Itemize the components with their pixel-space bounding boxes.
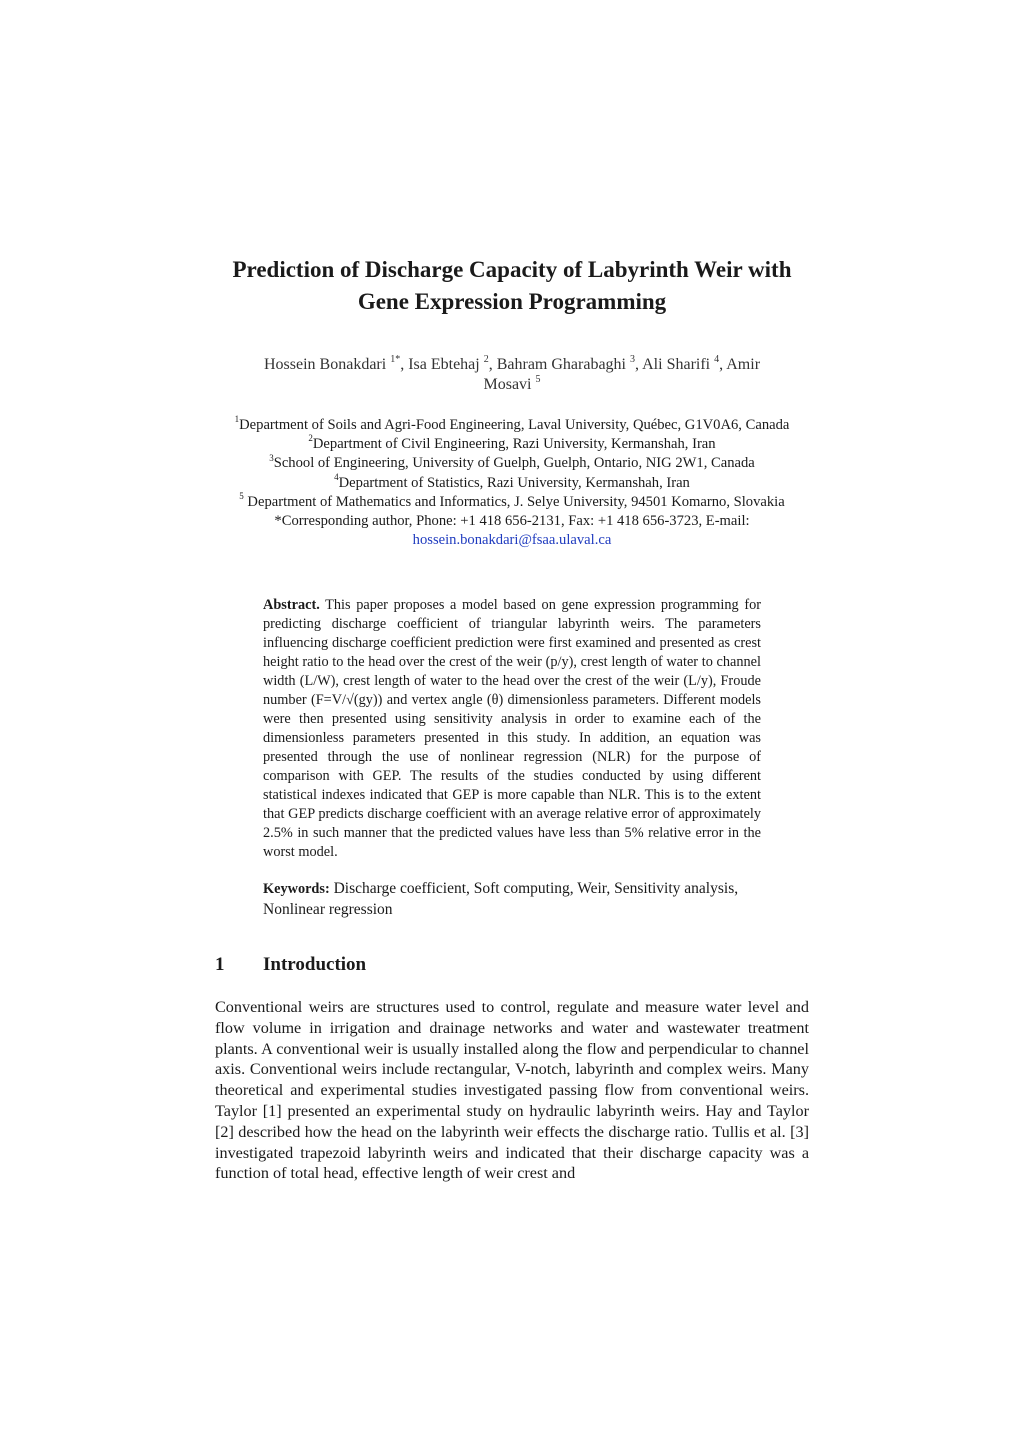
author-name: Isa Ebtehaj (408, 356, 484, 373)
author-separator: , (488, 356, 497, 373)
affiliation-mark: 3 (269, 452, 274, 463)
introduction-paragraph: Conventional weirs are structures used to control, regulate and measure water level and flow volume in irrigation and drainage networks and water and wastewater treatment plants. A conventional weir is usually installed along the flow and perpendicular to channel axis. Conventional weirs include rectangular, V-notch, labyrinth and complex weirs. Many theoretical and experimental studies investigated passing flow from conventional weirs. Taylor [1] presented an experimental study on hydraulic labyrinth weirs. Hay and Taylor [2] described how the head on the labyrinth weir effects the discharge ratio. Tullis et al. [3] investigated trapezoid labyrinth weirs and indicated that their discharge capacity was a function of total head, effective length of weir crest and (215, 998, 809, 1183)
affiliation-text: Department of Civil Engineering, Razi University, Kermanshah, Iran (312, 436, 716, 453)
keywords-text: Discharge coefficient, Soft computing, Weir, Sensitivity analysis, Nonlinear regression (263, 880, 739, 918)
keywords-block (263, 879, 761, 920)
author-separator: , Amir (719, 356, 761, 373)
author-list (180, 355, 844, 395)
affiliation-item (150, 471, 874, 493)
affiliation-text: Department of Soils and Agri-Food Engineering, Laval University, Québec, G1V0A6, Canada (239, 417, 790, 433)
abstract-label: Abstract. (263, 597, 320, 613)
affiliation-mark: 4 (334, 471, 339, 482)
affiliation-item (150, 454, 874, 473)
title-line-2: Gene Expression Programming (357, 289, 667, 314)
corresponding-author-note: *Corresponding author, Phone: +1 418 656-2131, Fax: +1 418 656-3723, E-mail: (274, 513, 750, 530)
author-name: Ali Sharifi (642, 356, 715, 373)
author-name: Bahram Gharabaghi (496, 356, 630, 373)
abstract-paragraph (263, 596, 761, 862)
author-separator: , (635, 356, 643, 373)
affiliation-item (150, 416, 874, 435)
section-number: 1 (215, 954, 225, 975)
author-line-1 (180, 355, 844, 375)
affiliation-item (150, 490, 874, 512)
corresponding-email-link[interactable]: hossein.bonakdari@fsaa.ulaval.ca (412, 532, 612, 549)
author-separator: , (400, 356, 409, 373)
section-title: Introduction (263, 954, 367, 975)
author-affil-mark: 3 (630, 353, 635, 365)
keywords-label: Keywords: (263, 881, 330, 897)
affiliation-list (150, 416, 874, 550)
paper-title (200, 254, 824, 318)
affiliation-item (150, 435, 874, 454)
author-line-2 (180, 375, 844, 395)
affiliation-mark: 5 (239, 490, 244, 501)
title-line-1: Prediction of Discharge Capacity of Labyrinth Weir with (232, 257, 792, 282)
affiliation-text: Department of Mathematics and Informatics, J. Selye University, 94501 Komarno, Slovakia (243, 493, 785, 510)
author-affil-mark: 4 (714, 353, 720, 365)
author-name: Mosavi (483, 376, 536, 393)
affiliation-mark: 2 (308, 433, 313, 444)
author-affil-mark: 2 (483, 353, 489, 365)
author-affil-mark: 5 (535, 373, 541, 385)
abstract-text: This paper proposes a model based on gene expression programming for predicting discharge coefficient of triangular labyrinth weirs. The parameters influencing discharge coefficient prediction were first examined and presented as crest height ratio to the head over the crest of the weir (p/y), crest length of water to channel width (L/W), crest length of water to the head over the crest of the weir (L/y), Froude number (F=V/√(gy)) and vertex angle (θ) dimensionless parameters. Different models were then presented using sensitivity analysis in order to examine each of the dimensionless parameters presented in this study. In addition, an equation was presented through the use of nonlinear regression (NLR) for the purpose of comparison with GEP. The results of the studies conducted by using different statistical indexes indicated that GEP is more capable than NLR. This is to the extent that GEP predicts discharge coefficient with an average relative error of approximately 2.5% in such manner that the predicted values have less than 5% relative error in the worst model. (263, 597, 761, 860)
abstract-block (263, 596, 761, 862)
section-heading (215, 953, 366, 977)
affiliation-text: School of Engineering, University of Guelph, Guelph, Ontario, NIG 2W1, Canada (273, 455, 755, 472)
author-name: Hossein Bonakdari (263, 356, 391, 373)
affiliation-text: Department of Statistics, Razi University, Kermanshah, Iran (338, 474, 690, 491)
author-affil-mark: 1* (390, 353, 401, 365)
affiliation-mark: 1 (234, 414, 240, 425)
